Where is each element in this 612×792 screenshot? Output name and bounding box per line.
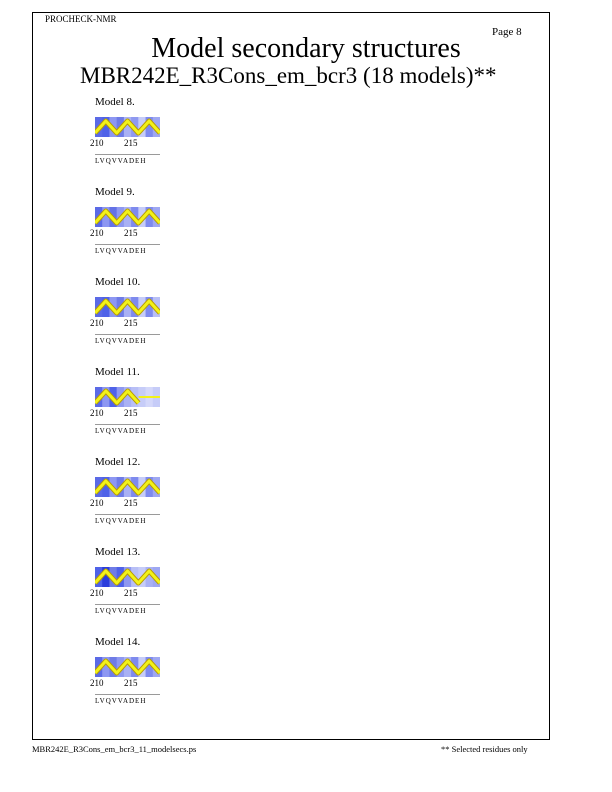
tick-label-end: 215 xyxy=(124,678,138,688)
sequence-divider xyxy=(95,514,160,515)
page-number: Page 8 xyxy=(492,26,522,38)
residue-sequence: LVQVVADEH xyxy=(95,427,147,435)
residue-sequence: LVQVVADEH xyxy=(95,157,147,165)
page-subtitle: MBR242E_R3Cons_em_bcr3 (18 models)** xyxy=(80,63,497,88)
residue-sequence: LVQVVADEH xyxy=(95,697,147,705)
tick-label-end: 215 xyxy=(124,138,138,148)
page-title: Model secondary structures xyxy=(151,33,461,64)
residue-sequence: LVQVVADEH xyxy=(95,337,147,345)
tick-label-end: 215 xyxy=(124,228,138,238)
tick-label-start: 210 xyxy=(90,228,104,238)
tick-label-start: 210 xyxy=(90,318,104,328)
secondary-structure-strip xyxy=(95,117,160,137)
model-label: Model 9. xyxy=(95,186,135,198)
residue-ticks xyxy=(90,408,180,420)
sequence-divider xyxy=(95,424,160,425)
secondary-structure-strip xyxy=(95,477,160,497)
residue-sequence: LVQVVADEH xyxy=(95,517,147,525)
residue-ticks xyxy=(90,678,180,690)
sequence-divider xyxy=(95,694,160,695)
residue-ticks xyxy=(90,228,180,240)
sequence-divider xyxy=(95,244,160,245)
residue-sequence: LVQVVADEH xyxy=(95,247,147,255)
tick-label-end: 215 xyxy=(124,498,138,508)
sequence-divider xyxy=(95,604,160,605)
model-block xyxy=(90,276,180,356)
model-block xyxy=(90,456,180,536)
model-label: Model 14. xyxy=(95,636,141,648)
model-label: Model 8. xyxy=(95,96,135,108)
model-label: Model 10. xyxy=(95,276,141,288)
secondary-structure-strip xyxy=(95,387,160,407)
model-block xyxy=(90,546,180,626)
sequence-divider xyxy=(95,334,160,335)
model-label: Model 12. xyxy=(95,456,141,468)
tick-label-end: 215 xyxy=(124,318,138,328)
secondary-structure-strip xyxy=(95,297,160,317)
program-name: PROCHECK-NMR xyxy=(45,14,117,24)
tick-label-end: 215 xyxy=(124,408,138,418)
secondary-structure-strip xyxy=(95,567,160,587)
model-block xyxy=(90,186,180,266)
residue-ticks xyxy=(90,318,180,330)
tick-label-start: 210 xyxy=(90,138,104,148)
residue-ticks xyxy=(90,588,180,600)
residue-ticks xyxy=(90,498,180,510)
residue-ticks xyxy=(90,138,180,150)
secondary-structure-strip xyxy=(95,657,160,677)
tick-label-start: 210 xyxy=(90,408,104,418)
tick-label-start: 210 xyxy=(90,678,104,688)
tick-label-start: 210 xyxy=(90,498,104,508)
model-block xyxy=(90,366,180,446)
tick-label-start: 210 xyxy=(90,588,104,598)
tick-label-end: 215 xyxy=(124,588,138,598)
secondary-structure-strip xyxy=(95,207,160,227)
footer-note: ** Selected residues only xyxy=(441,744,528,754)
residue-sequence: LVQVVADEH xyxy=(95,607,147,615)
sequence-divider xyxy=(95,154,160,155)
model-label: Model 13. xyxy=(95,546,141,558)
footer-filename: MBR242E_R3Cons_em_bcr3_11_modelsecs.ps xyxy=(32,744,197,754)
model-block xyxy=(90,96,180,176)
model-label: Model 11. xyxy=(95,366,140,378)
model-block xyxy=(90,636,180,716)
